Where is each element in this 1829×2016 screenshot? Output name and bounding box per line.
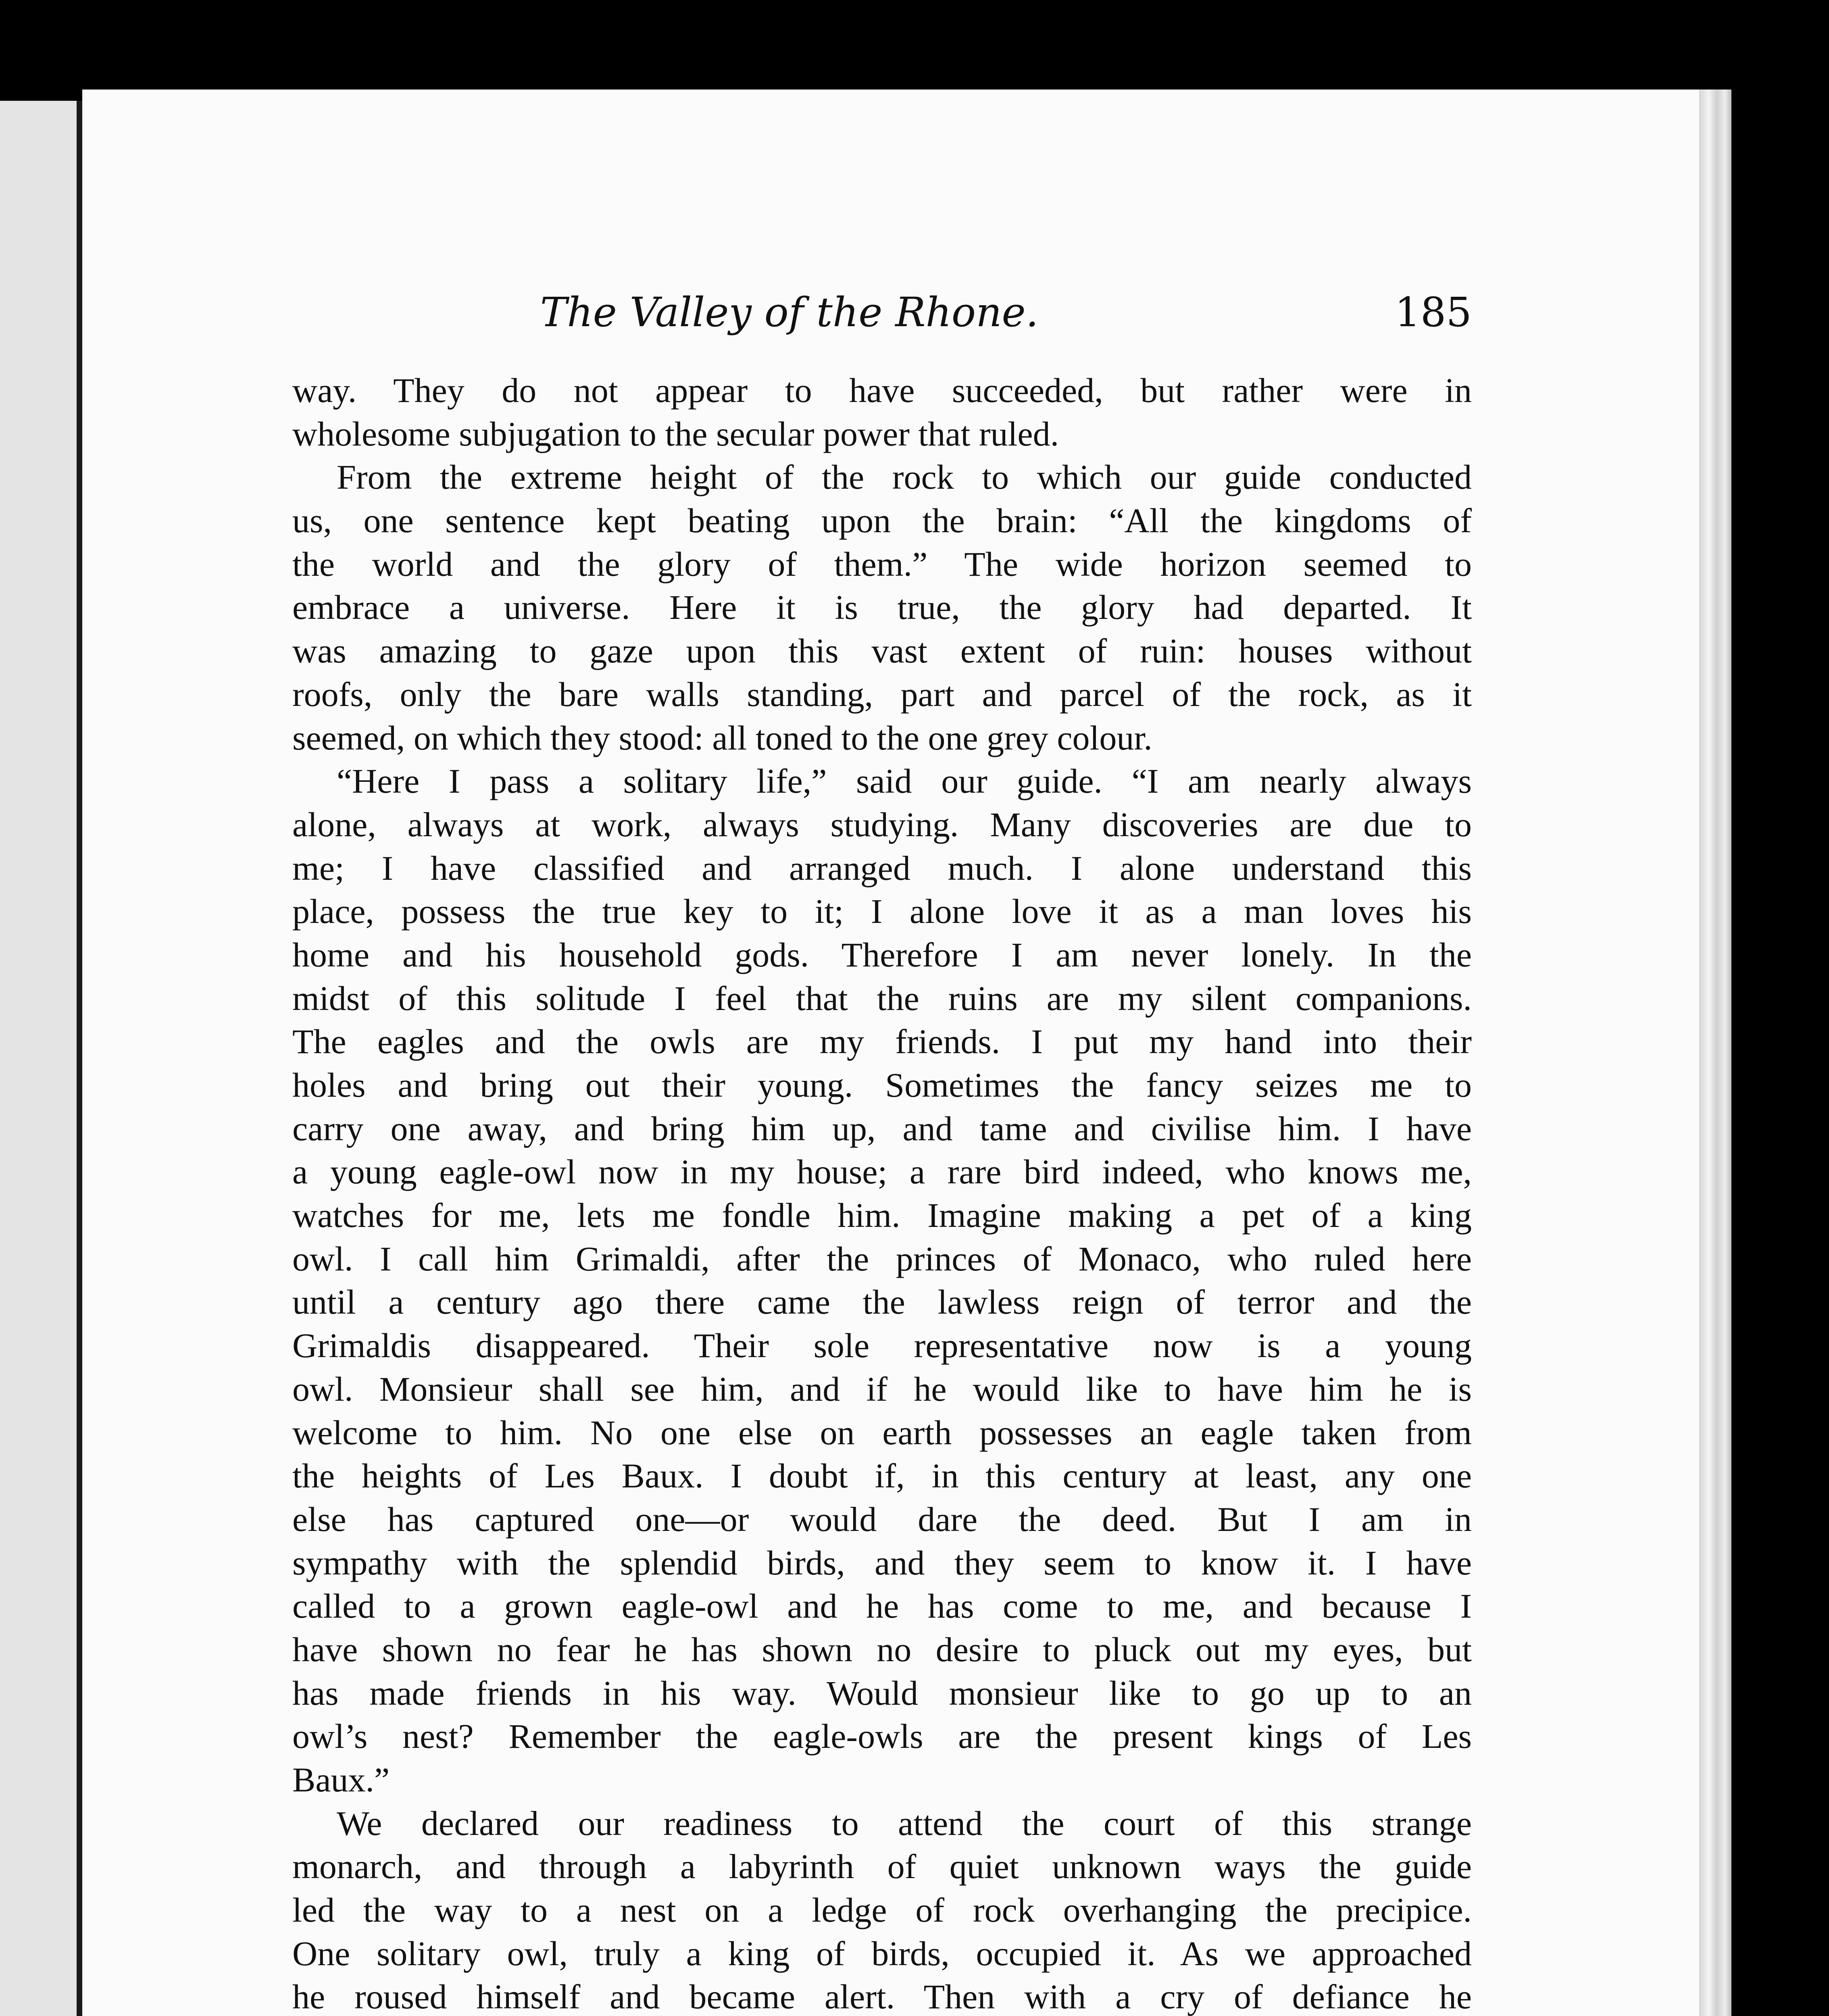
text-line: until a century ago there came the lawless reign of terror and the <box>292 1283 1472 1322</box>
text-line: has made friends in his way. Would monsieur like to go up to an <box>292 1673 1472 1712</box>
text-line: carry one away, and bring him up, and tame and civilise him. I have <box>292 1109 1472 1148</box>
text-line: wholesome subjugation to the secular power that ruled. <box>292 414 1059 453</box>
text-line: he roused himself and became alert. Then with a cry of defiance he <box>292 1977 1472 2016</box>
text-line: me; I have classified and arranged much. I alone understand this <box>292 848 1472 887</box>
text-line: owl’s nest? Remember the eagle-owls are the present kings of Les <box>292 1717 1472 1756</box>
text-line: Grimaldis disappeared. Their sole representative now is a young <box>292 1326 1472 1365</box>
text-line: alone, always at work, always studying. Many discoveries are due to <box>292 805 1472 844</box>
text-line: welcome to him. No one else on earth possesses an eagle taken from <box>292 1413 1472 1452</box>
running-head <box>212 282 1472 343</box>
text-line: seemed, on which they stood: all toned to the one grey colour. <box>292 718 1152 757</box>
page-number: 185 <box>1395 289 1472 336</box>
text-line: midst of this solitude I feel that the ruins are my silent companions. <box>292 979 1472 1018</box>
text-line: From the extreme height of the rock to which our guide conducted <box>337 458 1472 497</box>
text-line: the world and the glory of them.” The wide horizon seemed to <box>292 544 1472 583</box>
text-line: led the way to a nest on a ledge of rock overhanging the precipice. <box>292 1891 1472 1930</box>
text-line: The eagles and the owls are my friends. I put my hand into their <box>292 1022 1472 1061</box>
text-line: We declared our readiness to attend the court of this strange <box>337 1804 1472 1843</box>
running-title: The Valley of the Rhone. <box>540 289 1039 336</box>
text-line: monarch, and through a labyrinth of quiet unknown ways the guide <box>292 1847 1472 1886</box>
text-line: home and his household gods. Therefore I am never lonely. In the <box>292 935 1472 974</box>
text-line: “Here I pass a solitary life,” said our guide. “I am nearly always <box>337 762 1472 801</box>
text-line: sympathy with the splendid birds, and they seem to know it. I have <box>292 1543 1472 1582</box>
text-line: owl. I call him Grimaldi, after the princes of Monaco, who ruled here <box>292 1239 1472 1278</box>
text-line: roofs, only the bare walls standing, part and parcel of the rock, as it <box>292 675 1472 714</box>
text-line: a young eagle-owl now in my house; a rare bird indeed, who knows me, <box>292 1152 1472 1191</box>
text-line: owl. Monsieur shall see him, and if he would like to have him he is <box>292 1369 1472 1408</box>
previous-page-edge <box>0 101 82 2016</box>
text-line: One solitary owl, truly a king of birds, occupied it. As we approached <box>292 1934 1472 1973</box>
text-line: have shown no fear he has shown no desire to pluck out my eyes, but <box>292 1630 1472 1669</box>
text-line: embrace a universe. Here it is true, the glory had departed. It <box>292 588 1472 627</box>
body-text <box>292 369 1472 2016</box>
page-stack-edge <box>1699 90 1731 2016</box>
text-line: called to a grown eagle-owl and he has come to me, and because I <box>292 1587 1472 1626</box>
text-line: Baux.” <box>292 1760 390 1799</box>
text-line: was amazing to gaze upon this vast extent of ruin: houses without <box>292 631 1472 671</box>
text-line: way. They do not appear to have succeeded, but rather were in <box>292 371 1472 410</box>
text-line: holes and bring out their young. Sometimes the fancy seizes me to <box>292 1066 1472 1104</box>
text-line: watches for me, lets me fondle him. Imagine making a pet of a king <box>292 1196 1472 1235</box>
text-line: place, possess the true key to it; I alone love it as a man loves his <box>292 892 1472 931</box>
text-line: us, one sentence kept beating upon the brain: “All the kingdoms of <box>292 501 1472 540</box>
text-line: else has captured one—or would dare the deed. But I am in <box>292 1500 1472 1539</box>
text-line: the heights of Les Baux. I doubt if, in this century at least, any one <box>292 1456 1472 1495</box>
